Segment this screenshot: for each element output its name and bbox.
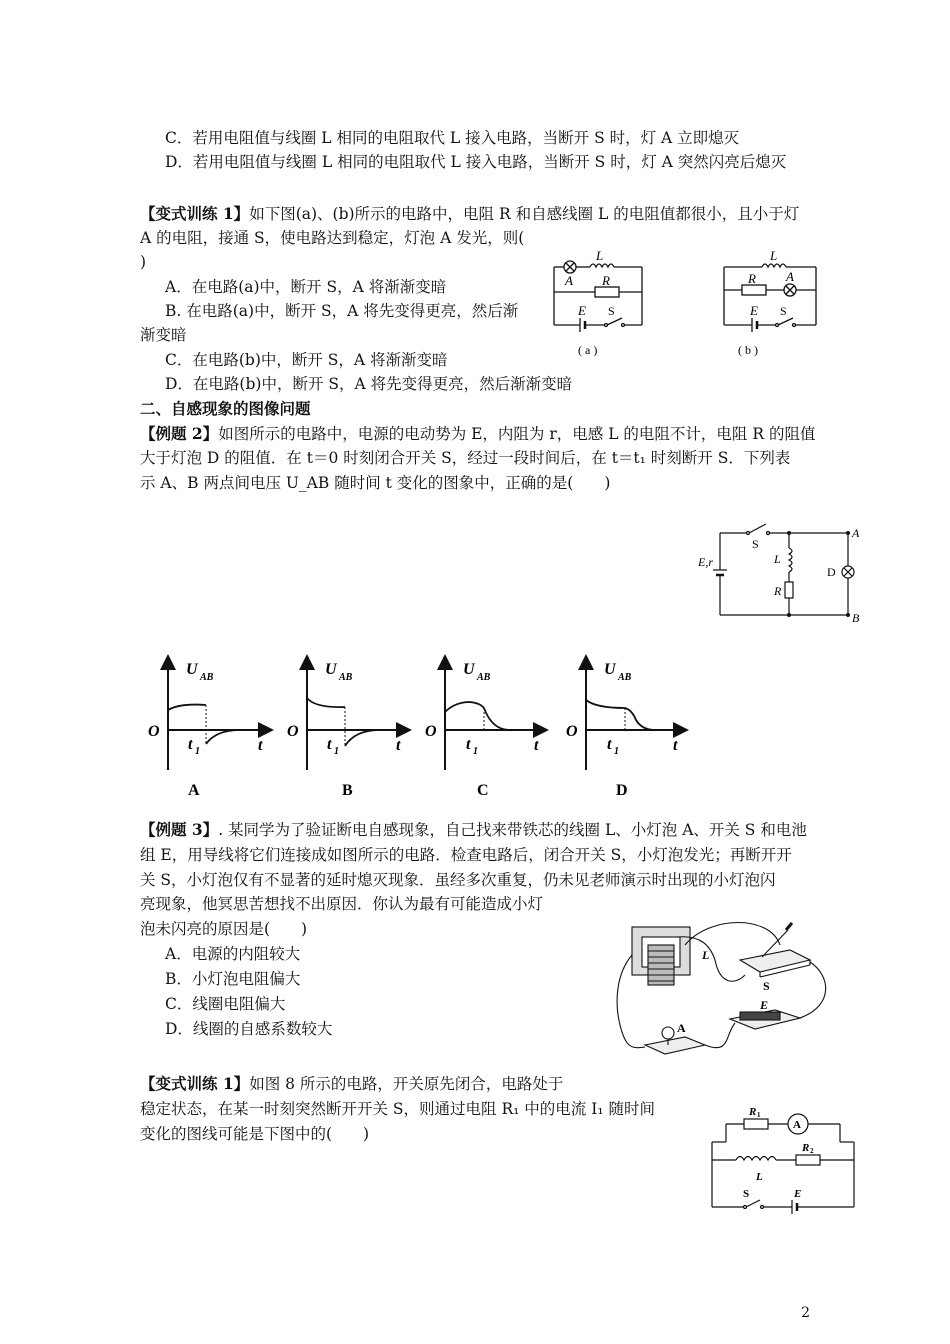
graph-b-option: B <box>342 782 353 799</box>
graph-b-t1sub: 1 <box>334 746 339 757</box>
ex3-label-s: S <box>763 979 770 993</box>
graph-b-origin: O <box>287 723 299 740</box>
fig-a-label-r: R <box>602 273 610 288</box>
ex2-label-a: A <box>852 526 860 540</box>
graph-a-ylabel: U <box>186 661 198 678</box>
graph-a-option: A <box>188 782 200 799</box>
v1b-s: S <box>743 1188 750 1200</box>
graph-b <box>287 658 408 799</box>
graph-a-xlabel: t <box>258 737 263 754</box>
graph-a-ysub: AB <box>200 672 214 683</box>
ex2-label-b: B <box>852 611 860 625</box>
example3-tag: 【例题 3】 <box>140 820 219 839</box>
graph-c-option: C <box>477 782 489 799</box>
graph-a-origin: O <box>148 723 160 740</box>
graph-d-t1: t <box>607 736 612 753</box>
fig-b-label-s: S <box>780 304 787 318</box>
graph-c-ylabel: U <box>463 661 475 678</box>
circuit-b-figure <box>718 250 828 360</box>
ex3-label-a: A <box>677 1021 686 1035</box>
fig-a-label-l: L <box>596 250 604 263</box>
graph-b-t1: t <box>327 736 332 753</box>
graph-c-xlabel: t <box>534 737 539 754</box>
example3-option-c: C．线圈电阻偏大 <box>165 995 286 1013</box>
variant1b-circuit <box>706 1102 866 1217</box>
graph-d-ysub: AB <box>618 672 632 683</box>
graph-d-ylabel: U <box>604 661 616 678</box>
variant1-option-d: D．在电路(b)中，断开 S，A 将先变得更亮，然后渐渐变暗 <box>165 375 573 393</box>
graph-c-t1sub: 1 <box>473 746 478 757</box>
variant1-line1 <box>140 202 799 226</box>
example2-circuit <box>696 520 866 630</box>
example2-line2: 大于灯泡 D 的阻值．在 t＝0 时刻闭合开关 S，经过一段时间后，在 t＝t₁ 时刻断开 S．下列表 <box>140 449 791 467</box>
graph-d-option: D <box>616 782 628 799</box>
fig-a-label-e: E <box>578 303 586 318</box>
ex2-label-l: L <box>774 552 781 566</box>
variant1b-line1 <box>140 1072 563 1096</box>
example2-graphs <box>140 650 700 805</box>
ex2-label-er: E,r <box>698 555 713 569</box>
variant1-option-c: C．在电路(b)中，断开 S，A 将渐渐变暗 <box>165 351 448 369</box>
example3-line2: 组 E，用导线将它们连接成如图所示的电路．检查电路后，闭合开关 S，小灯泡发光；再断开开 <box>140 846 792 864</box>
fig-b-caption: ( b ) <box>738 343 758 357</box>
graph-b-ysub: AB <box>339 672 353 683</box>
fig-b-label-e: E <box>750 303 758 318</box>
graph-a <box>148 658 270 799</box>
v1b-ammeter: A <box>793 1119 801 1131</box>
example3-option-b: B．小灯泡电阻偏大 <box>165 970 301 988</box>
graph-d <box>566 658 685 799</box>
example3-line3: 关 S，小灯泡仅有不显著的延时熄灭现象．虽经多次重复，仍未见老师演示时出现的小灯泡闪 <box>140 871 776 889</box>
v1b-e: E <box>794 1188 802 1200</box>
variant1-option-b: B. 在电路(a)中，断开 S，A 将先变得更亮，然后渐 <box>165 302 519 320</box>
example3-line4: 亮现象，他冥思苦想找不出原因．你认为最有可能造成小灯 <box>140 895 544 913</box>
example2-line3: 示 A、B 两点间电压 U_AB 随时间 t 变化的图象中，正确的是( ) <box>140 474 611 492</box>
graph-d-xlabel: t <box>673 737 678 754</box>
variant1-tag: 【变式训练 1】 <box>140 204 250 223</box>
graph-a-t1sub: 1 <box>195 746 200 757</box>
circuit-a-figure <box>550 250 660 360</box>
variant1-option-a: A．在电路(a)中，断开 S，A 将渐渐变暗 <box>165 278 447 296</box>
variant1-line3: ) <box>140 253 147 271</box>
v1b-r2: R <box>802 1142 810 1154</box>
ex2-label-d: D <box>827 565 836 579</box>
variant1b-line3: 变化的图线可能是下图中的( ) <box>140 1125 370 1143</box>
fig-a-caption: ( a ) <box>578 343 598 357</box>
ex2-label-r: R <box>774 584 782 598</box>
fig-b-label-a: A <box>786 269 794 284</box>
variant1-text1: 如下图(a)、(b)所示的电路中，电阻 R 和自感线圈 L 的电阻值都很小，且小于灯 <box>249 205 800 223</box>
ex3-label-l: L <box>702 948 710 962</box>
example2-tag: 【例题 2】 <box>140 424 219 443</box>
fig-b-label-l: L <box>770 250 778 263</box>
graph-d-t1sub: 1 <box>614 746 619 757</box>
example2-line1 <box>140 422 815 446</box>
example3-option-a: A．电源的内阻较大 <box>165 945 301 963</box>
fig-a-label-a: A <box>565 273 573 288</box>
graph-c-t1: t <box>466 736 471 753</box>
ex2-label-s: S <box>752 537 759 551</box>
example3-text1: . 某同学为了验证断电自感现象，自己找来带铁芯的线圈 L、小灯泡 A、开关 S 和电池 <box>218 821 807 839</box>
fig-b-label-r: R <box>748 271 756 286</box>
variant1-line2: A 的电阻，接通 S，使电路达到稳定，灯泡 A 发光，则( <box>140 229 525 247</box>
option-c: C．若用电阻值与线圈 L 相同的电阻取代 L 接入电路，当断开 S 时，灯 A 立即熄灭 <box>165 129 740 147</box>
graph-b-ylabel: U <box>325 661 337 678</box>
variant1b-line2: 稳定状态，在某一时刻突然断开开关 S，则通过电阻 R₁ 中的电流 I₁ 随时间 <box>140 1100 655 1118</box>
graph-c-origin: O <box>425 723 437 740</box>
graph-d-origin: O <box>566 723 578 740</box>
v1b-r1: R <box>749 1106 757 1118</box>
graph-b-xlabel: t <box>396 737 401 754</box>
section2-title: 二、自感现象的图像问题 <box>140 399 311 418</box>
v1b-l: L <box>756 1171 763 1183</box>
graph-a-t1: t <box>188 736 193 753</box>
option-d: D．若用电阻值与线圈 L 相同的电阻取代 L 接入电路，当断开 S 时，灯 A 突然闪亮后熄灭 <box>165 153 787 171</box>
graph-c <box>425 658 545 799</box>
v1b-r2sub: 2 <box>810 1147 814 1155</box>
variant1b-text1: 如图 8 所示的电路，开关原先闭合，电路处于 <box>249 1075 564 1093</box>
ex3-label-e: E <box>760 998 769 1012</box>
example3-line1 <box>140 818 807 842</box>
graph-c-ysub: AB <box>477 672 491 683</box>
variant1b-tag: 【变式训练 1】 <box>140 1074 250 1093</box>
page-number: 2 <box>801 1305 810 1321</box>
example3-line5: 泡未闪亮的原因是( ) <box>140 920 308 938</box>
example2-text1: 如图所示的电路中，电源的电动势为 E，内阻为 r，电感 L 的电阻不计，电阻 R 的阻值 <box>218 425 816 443</box>
example3-apparatus <box>610 915 840 1070</box>
v1b-r1sub: 1 <box>757 1111 761 1119</box>
fig-a-label-s: S <box>608 304 615 318</box>
example3-option-d: D．线圈的自感系数较大 <box>165 1020 333 1038</box>
variant1-option-b-cont: 渐变暗 <box>140 326 187 344</box>
